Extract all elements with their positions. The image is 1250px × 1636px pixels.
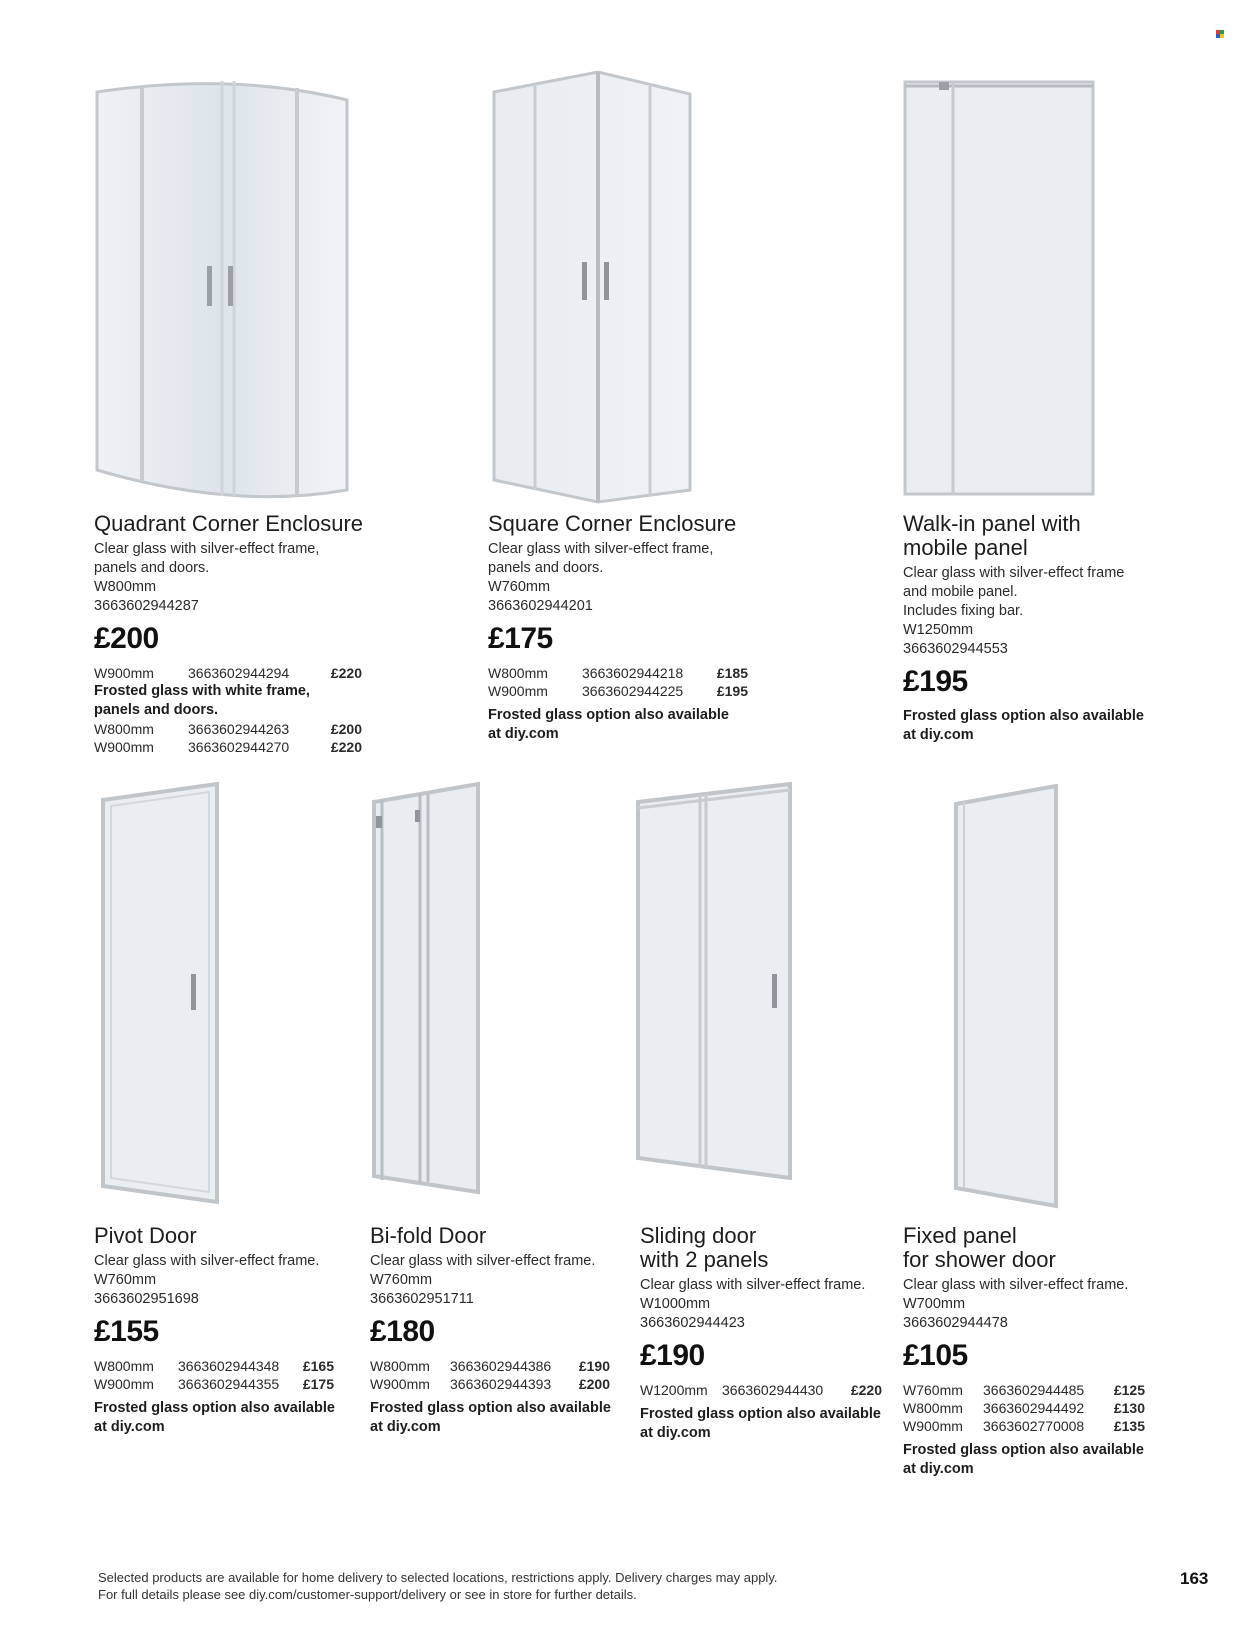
walk-in-panel-image <box>903 78 1103 500</box>
product-title: Square Corner Enclosure <box>488 511 737 536</box>
variant-code: 3663602944492 <box>983 1400 1085 1416</box>
frosted-note-link[interactable]: at diy.com <box>94 1419 165 1435</box>
product-price: £200 <box>94 622 159 655</box>
frosted-note-link[interactable]: at diy.com <box>370 1419 441 1435</box>
product-square-corner-enclosure <box>488 512 778 744</box>
product-code: 3663602944201 <box>488 598 593 614</box>
variant-table <box>370 1357 610 1393</box>
variant-table <box>903 1381 1145 1435</box>
product-code: 3663602951711 <box>370 1291 474 1307</box>
product-title: for shower door <box>903 1247 1056 1272</box>
product-price: £190 <box>640 1339 705 1372</box>
frosted-note: Frosted glass option also available <box>370 1400 611 1416</box>
product-desc-line: Clear glass with silver-effect frame, <box>488 541 714 557</box>
frosted-note: Frosted glass option also available <box>94 1400 335 1416</box>
variant-code: 3663602944430 <box>722 1382 824 1398</box>
product-title: mobile panel <box>903 535 1028 560</box>
bifold-door-image <box>370 780 482 1196</box>
product-code: 3663602944478 <box>903 1315 1008 1331</box>
variant-price: £200 <box>578 1376 610 1392</box>
variant-row <box>640 1381 882 1399</box>
product-price: £175 <box>488 622 553 655</box>
product-code: 3663602944553 <box>903 641 1008 657</box>
product-desc-line: Clear glass with silver-effect frame. <box>370 1253 596 1269</box>
variant-subheading: Frosted glass with white frame, <box>94 683 310 699</box>
variant-code: 3663602944348 <box>178 1358 280 1374</box>
variant-code: 3663602944485 <box>983 1382 1085 1398</box>
product-fixed-panel <box>903 1224 1158 1479</box>
product-title: Pivot Door <box>94 1223 197 1248</box>
product-code: 3663602944423 <box>640 1315 745 1331</box>
sliding-door-image <box>634 782 794 1180</box>
product-desc-line: panels and doors. <box>94 560 210 576</box>
variant-size: W800mm <box>94 1358 154 1374</box>
variant-price: £220 <box>330 665 362 681</box>
product-desc-line: panels and doors. <box>488 560 604 576</box>
variant-price: £135 <box>1113 1418 1145 1434</box>
variant-price: £220 <box>330 739 362 755</box>
variant-code: 3663602944218 <box>582 665 684 681</box>
variant-price: £195 <box>716 683 748 699</box>
footer-disclaimer <box>98 1569 777 1603</box>
frosted-note-link[interactable]: at diy.com <box>640 1425 711 1441</box>
frosted-note-link[interactable]: at diy.com <box>488 726 559 742</box>
variant-size: W800mm <box>488 665 548 681</box>
footer-line: For full details please see diy.com/customer-support/delivery or see in store for further details. <box>98 1587 637 1602</box>
variant-row <box>94 738 362 756</box>
variant-price: £165 <box>302 1358 334 1374</box>
variant-code: 3663602944270 <box>188 739 290 755</box>
variant-price: £200 <box>330 721 362 737</box>
variant-row <box>903 1381 1145 1399</box>
quadrant-enclosure-image <box>92 78 356 514</box>
product-title: Fixed panel <box>903 1223 1017 1248</box>
variant-size: W900mm <box>488 683 548 699</box>
variant-price: £185 <box>716 665 748 681</box>
variant-size: W900mm <box>94 665 154 681</box>
variant-subheading: panels and doors. <box>94 702 219 718</box>
product-title: Walk-in panel with <box>903 511 1081 536</box>
product-size: W800mm <box>94 579 157 595</box>
variant-row <box>94 1375 334 1393</box>
product-price: £195 <box>903 665 968 698</box>
product-desc-line: Includes fixing bar. <box>903 603 1024 619</box>
product-size: W1000mm <box>640 1296 711 1312</box>
square-enclosure-image <box>490 70 700 505</box>
product-desc-line: Clear glass with silver-effect frame. <box>94 1253 320 1269</box>
variant-row <box>488 682 748 700</box>
variant-code: 3663602944294 <box>188 665 290 681</box>
variant-size: W760mm <box>903 1382 963 1398</box>
product-price: £180 <box>370 1315 435 1348</box>
variant-price: £175 <box>302 1376 334 1392</box>
product-walk-in-panel <box>903 512 1203 745</box>
variant-size: W800mm <box>370 1358 430 1374</box>
product-pivot-door <box>94 1224 354 1437</box>
fixed-panel-image <box>952 784 1062 1210</box>
page-number: 163 <box>1180 1569 1209 1588</box>
variant-price: £190 <box>578 1358 610 1374</box>
color-registration-mark <box>1216 30 1224 38</box>
product-bifold-door <box>370 1224 632 1437</box>
variant-size: W1200mm <box>640 1382 708 1398</box>
product-size: W760mm <box>94 1272 157 1288</box>
product-desc-line: Clear glass with silver-effect frame. <box>640 1277 866 1293</box>
variant-price: £130 <box>1113 1400 1145 1416</box>
product-desc-line: and mobile panel. <box>903 584 1018 600</box>
variant-code: 3663602944393 <box>450 1376 552 1392</box>
variant-size: W800mm <box>94 721 154 737</box>
product-desc-line: Clear glass with silver-effect frame, <box>94 541 320 557</box>
variant-row <box>94 664 362 682</box>
variant-row <box>370 1375 610 1393</box>
variant-price: £220 <box>850 1382 882 1398</box>
product-sliding-door <box>640 1224 890 1443</box>
variant-code: 3663602944225 <box>582 683 684 699</box>
variant-row <box>94 720 362 738</box>
product-quadrant-corner-enclosure <box>94 512 384 756</box>
variant-size: W900mm <box>903 1418 963 1434</box>
variant-row <box>903 1417 1145 1435</box>
product-price: £105 <box>903 1339 968 1372</box>
variant-table <box>94 720 362 756</box>
frosted-note: Frosted glass option also available <box>903 708 1144 724</box>
product-title: Sliding door <box>640 1223 757 1248</box>
variant-row <box>370 1357 610 1375</box>
variant-size: W900mm <box>370 1376 430 1392</box>
product-size: W760mm <box>488 579 551 595</box>
variant-code: 3663602944355 <box>178 1376 280 1392</box>
footer-line: Selected products are available for home delivery to selected locations, restrictions apply. Delivery charges may apply. <box>98 1570 778 1585</box>
product-size: W760mm <box>370 1272 433 1288</box>
frosted-note-link[interactable]: at diy.com <box>903 727 974 743</box>
variant-table <box>640 1381 882 1399</box>
variant-row <box>488 664 748 682</box>
product-title: Quadrant Corner Enclosure <box>94 511 364 536</box>
variant-size: W900mm <box>94 739 154 755</box>
variant-code: 3663602944386 <box>450 1358 552 1374</box>
product-price: £155 <box>94 1315 159 1348</box>
product-size: W700mm <box>903 1296 966 1312</box>
product-size: W1250mm <box>903 622 974 638</box>
pivot-door-image <box>99 782 223 1206</box>
product-desc-line: Clear glass with silver-effect frame <box>903 565 1125 581</box>
variant-table <box>94 1357 334 1393</box>
variant-table <box>488 664 748 700</box>
product-code: 3663602951698 <box>94 1291 199 1307</box>
product-title: with 2 panels <box>640 1247 769 1272</box>
variant-row <box>903 1399 1145 1417</box>
variant-code: 3663602944263 <box>188 721 290 737</box>
variant-code: 3663602770008 <box>983 1418 1085 1434</box>
frosted-note: Frosted glass option also available <box>640 1406 881 1422</box>
variant-row <box>94 1357 334 1375</box>
variant-size: W900mm <box>94 1376 154 1392</box>
product-code: 3663602944287 <box>94 598 199 614</box>
variant-price: £125 <box>1113 1382 1145 1398</box>
variant-size: W800mm <box>903 1400 963 1416</box>
variant-table <box>94 664 362 682</box>
frosted-note-link[interactable]: at diy.com <box>903 1461 974 1477</box>
frosted-note: Frosted glass option also available <box>903 1442 1144 1458</box>
frosted-note: Frosted glass option also available <box>488 707 729 723</box>
product-title: Bi-fold Door <box>370 1223 487 1248</box>
product-desc-line: Clear glass with silver-effect frame. <box>903 1277 1129 1293</box>
